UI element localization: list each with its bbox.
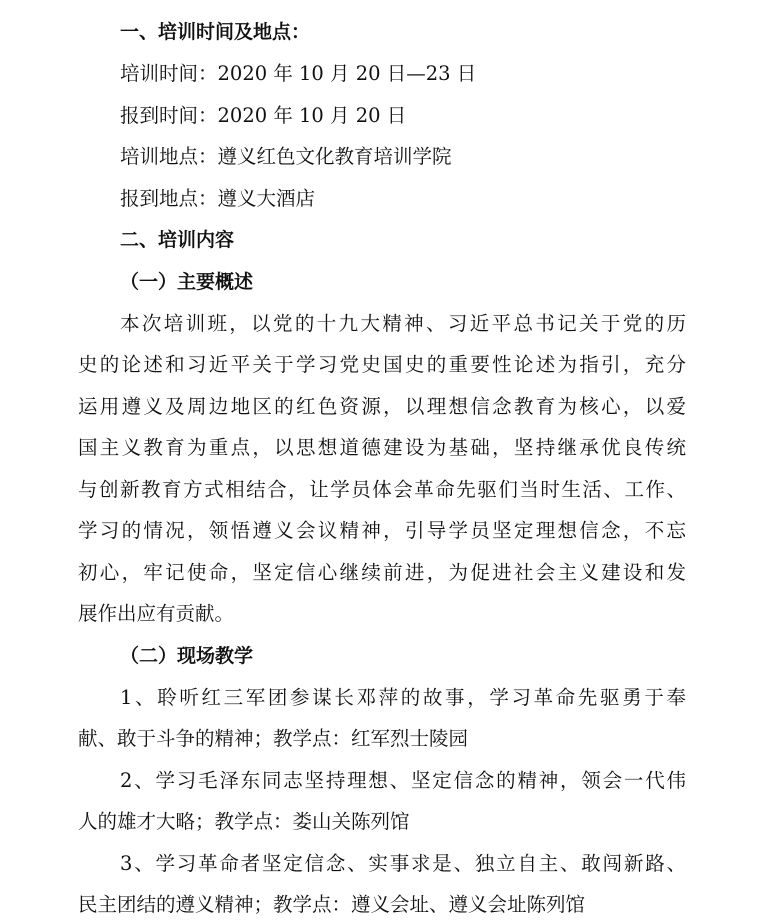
subheading-overview: （一）主要概述 xyxy=(120,271,254,293)
subheading-field-teaching: （二）现场教学 xyxy=(120,645,254,667)
section-heading-time-location: 一、培训时间及地点： xyxy=(120,21,311,43)
report-location-line: 报到地点：遵义大酒店 xyxy=(120,187,316,210)
overview-paragraph-line: 本次培训班，以党的十九大精神、习近平总书记关于党的历 xyxy=(120,312,686,335)
teaching-item-line: 1、聆听红三军团参谋长邓萍的故事，学习革命先驱勇于奉 xyxy=(120,686,686,709)
training-time-line: 培训时间：2020 年 10 月 20 日—23 日 xyxy=(120,62,477,85)
section-heading-content: 二、培训内容 xyxy=(120,229,235,251)
teaching-item-line: 3、学习革命者坚定信念、实事求是、独立自主、敢闯新路、 xyxy=(120,852,686,875)
overview-paragraph-line: 运用遵义及周边地区的红色资源，以理想信念教育为核心，以爱 xyxy=(78,395,686,418)
teaching-item-line: 2、学习毛泽东同志坚持理想、坚定信念的精神，领会一代伟 xyxy=(120,769,686,792)
teaching-item-line: 人的雄才大略；教学点：娄山关陈列馆 xyxy=(78,810,410,833)
teaching-item-line: 献、敢于斗争的精神；教学点：红军烈士陵园 xyxy=(78,727,469,750)
overview-paragraph-line: 史的论述和习近平关于学习党史国史的重要性论述为指引，充分 xyxy=(78,353,686,376)
overview-paragraph-line: 初心，牢记使命，坚定信心继续前进，为促进社会主义建设和发 xyxy=(78,561,686,584)
training-location-line: 培训地点：遵义红色文化教育培训学院 xyxy=(120,145,452,168)
overview-paragraph-line: 学习的情况，领悟遵义会议精神，引导学员坚定理想信念，不忘 xyxy=(78,519,686,542)
overview-paragraph-line: 与创新教育方式相结合，让学员体会革命先驱们当时生活、工作、 xyxy=(78,478,686,501)
teaching-item-line: 民主团结的遵义精神；教学点：遵义会址、遵义会址陈列馆 xyxy=(78,893,586,916)
overview-paragraph-line: 国主义教育为重点，以思想道德建设为基础，坚持继承优良传统 xyxy=(78,436,686,459)
report-time-line: 报到时间：2020 年 10 月 20 日 xyxy=(120,104,407,127)
overview-paragraph-line: 展作出应有贡献。 xyxy=(78,602,235,625)
